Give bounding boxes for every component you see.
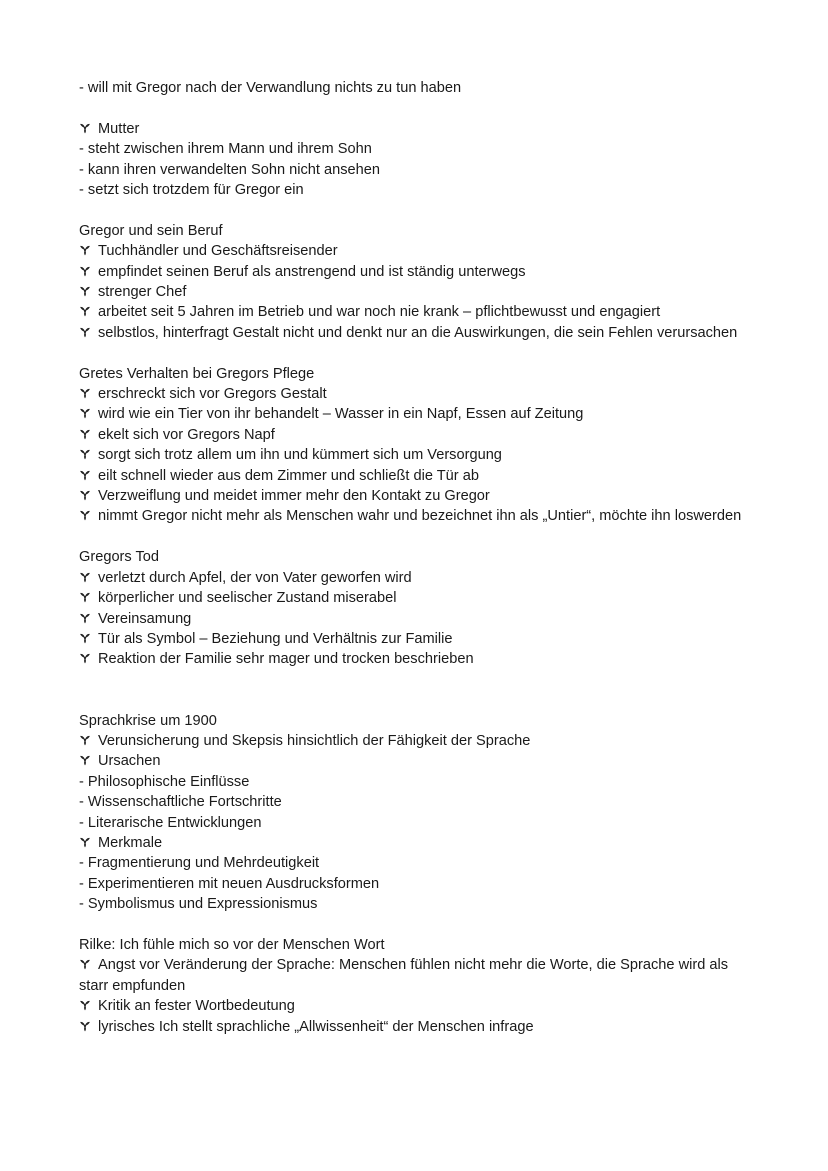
list-item: - Wissenschaftliche Fortschritte [79,794,282,811]
bullet-icon [79,734,91,746]
list-item: - setzt sich trotzdem für Gregor ein [79,182,304,199]
bullet-icon [79,632,91,644]
intro-line: - will mit Gregor nach der Verwandlung nichts zu tun haben [79,80,462,96]
document-page [79,78,759,1037]
bullet-icon [79,958,91,970]
bullet-icon [79,509,91,521]
bullet-icon [79,591,91,603]
list-item: - Literarische Entwicklungen [79,814,262,831]
list-item: arbeitet seit 5 Jahren im Betrieb und war noch nie krank – pflichtbewusst und engagiert [79,302,759,322]
list-item: - Symbolismus und Expressionismus [79,896,318,913]
list-item: Tür als Symbol – Beziehung und Verhältnis zur Familie [79,629,759,649]
bullet-icon [79,448,91,460]
bullet-icon [79,652,91,664]
list-item: lyrisches Ich stellt sprachliche „Allwissenheit“ der Menschen infrage [79,1017,759,1037]
list-item: verletzt durch Apfel, der von Vater geworfen wird [79,568,759,588]
list-item: ekelt sich vor Gregors Napf [79,425,759,445]
mutter-heading: Mutter [79,119,759,139]
list-item: - Fragmentierung und Mehrdeutigkeit [79,855,320,872]
list-item: empfindet seinen Beruf als anstrengend und ist ständig unterwegs [79,262,759,282]
bullet-icon [79,387,91,399]
bullet-icon [79,1020,91,1032]
section-heading-sprachkrise: Sprachkrise um 1900 [79,712,217,729]
bullet-icon [79,285,91,297]
list-item: Kritik an fester Wortbedeutung [79,996,759,1016]
list-item: sorgt sich trotz allem um ihn und kümmert sich um Versorgung [79,445,759,465]
bullet-icon [79,489,91,501]
list-item: strenger Chef [79,282,759,302]
list-item: selbstlos, hinterfragt Gestalt nicht und denkt nur an die Auswirkungen, die sein Fehlen verursachen [79,323,759,343]
list-item: wird wie ein Tier von ihr behandelt – Wasser in ein Napf, Essen auf Zeitung [79,404,759,424]
bullet-icon [79,265,91,277]
list-item: Angst vor Veränderung der Sprache: Menschen fühlen nicht mehr die Worte, die Sprache wird als starr empfunden [79,957,729,994]
list-item: - Experimentieren mit neuen Ausdrucksformen [79,875,380,892]
bullet-icon [79,326,91,338]
list-item: Reaktion der Familie sehr mager und trocken beschrieben [79,649,759,669]
bullet-icon [79,122,91,134]
list-item: körperlicher und seelischer Zustand miserabel [79,588,759,608]
bullet-icon [79,244,91,256]
list-item: Tuchhändler und Geschäftsreisender [79,241,759,261]
bullet-icon [79,836,91,848]
sub-heading-ursachen: Ursachen [79,751,759,771]
list-item: nimmt Gregor nicht mehr als Menschen wahr und bezeichnet ihn als „Untier“, möchte ihn loswerden [79,506,759,526]
list-item: - Philosophische Einflüsse [79,773,250,790]
bullet-icon [79,571,91,583]
list-item: eilt schnell wieder aus dem Zimmer und schließt die Tür ab [79,466,759,486]
list-item: Verzweiflung und meidet immer mehr den Kontakt zu Gregor [79,486,759,506]
list-item: Vereinsamung [79,609,759,629]
sub-heading-merkmale: Merkmale [79,833,759,853]
bullet-icon [79,999,91,1011]
bullet-icon [79,428,91,440]
list-item: erschreckt sich vor Gregors Gestalt [79,384,759,404]
bullet-icon [79,754,91,766]
list-item: - steht zwischen ihrem Mann und ihrem Sohn [79,141,372,158]
section-heading-grete: Gretes Verhalten bei Gregors Pflege [79,365,315,382]
bullet-icon [79,407,91,419]
section-heading-tod: Gregors Tod [79,549,160,566]
section-heading-beruf: Gregor und sein Beruf [79,222,223,239]
section-heading-rilke: Rilke: Ich fühle mich so vor der Menschen Wort [79,936,385,953]
bullet-icon [79,612,91,624]
list-item: Verunsicherung und Skepsis hinsichtlich der Fähigkeit der Sprache [79,731,759,751]
bullet-icon [79,305,91,317]
list-item: - kann ihren verwandelten Sohn nicht ansehen [79,161,380,178]
bullet-icon [79,469,91,481]
